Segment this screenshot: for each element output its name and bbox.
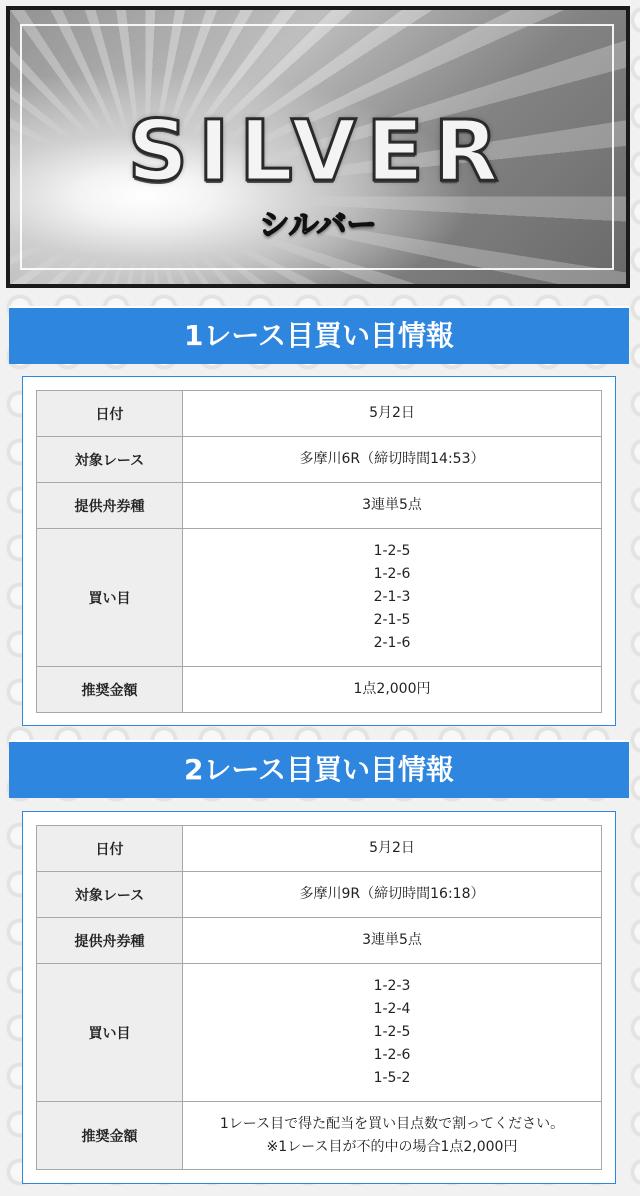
table-row-race (37, 872, 602, 918)
bet-type-label: 提供舟券種 (37, 918, 183, 964)
amount-note-line: ※1レース目が不的中の場合1点2,000円 (266, 1138, 518, 1155)
bet-combination: 1-2-4 (373, 1001, 411, 1017)
amount-line: 1レース目で得た配当を買い目点数で割ってください。 (219, 1115, 565, 1132)
bet-type-label: 提供舟券種 (37, 483, 183, 529)
table-row-bet-type (37, 483, 602, 529)
banner-subtitle: シルバー (259, 208, 377, 243)
table-row-bets (37, 529, 602, 667)
amount-label: 推奨金額 (37, 667, 183, 713)
date-label: 日付 (37, 391, 183, 437)
race1-section-header: 1レース目買い目情報 (9, 306, 629, 364)
bet-combination: 1-2-5 (373, 1024, 411, 1040)
table-row-date (37, 391, 602, 437)
silver-banner (6, 6, 630, 288)
race1-info-table (36, 390, 602, 713)
bet-combination: 1-2-6 (373, 1047, 411, 1063)
table-row-bets (37, 964, 602, 1102)
race2-section-header: 2レース目買い目情報 (9, 740, 629, 798)
bet-type-value: 3連単5点 (183, 483, 602, 529)
amount-value (183, 667, 602, 713)
race-label: 対象レース (37, 872, 183, 918)
bet-type-value: 3連単5点 (183, 918, 602, 964)
bets-value (183, 529, 602, 667)
bet-combination: 1-2-5 (373, 543, 411, 559)
bet-combination: 1-2-3 (373, 978, 411, 994)
date-value: 5月2日 (183, 826, 602, 872)
amount-label: 推奨金額 (37, 1102, 183, 1170)
bets-label: 買い目 (37, 964, 183, 1102)
amount-value (183, 1102, 602, 1170)
race-label: 対象レース (37, 437, 183, 483)
table-row-date (37, 826, 602, 872)
amount-line: 1点2,000円 (353, 681, 431, 697)
bet-combination: 2-1-5 (373, 612, 411, 628)
race-value: 多摩川6R（締切時間14:53） (183, 437, 602, 483)
table-row-bet-type (37, 918, 602, 964)
table-row-amount (37, 667, 602, 713)
date-value: 5月2日 (183, 391, 602, 437)
table-row-amount (37, 1102, 602, 1170)
race1-info-box (22, 376, 616, 726)
date-label: 日付 (37, 826, 183, 872)
race2-info-table (36, 825, 602, 1170)
bet-combination: 2-1-6 (373, 635, 411, 651)
bet-combination: 2-1-3 (373, 589, 411, 605)
bets-label: 買い目 (37, 529, 183, 667)
race-value: 多摩川9R（締切時間16:18） (183, 872, 602, 918)
table-row-race (37, 437, 602, 483)
banner-title: SILVER (127, 102, 509, 200)
bet-combination: 1-2-6 (373, 566, 411, 582)
bets-value (183, 964, 602, 1102)
banner-background (10, 10, 626, 284)
race2-info-box (22, 811, 616, 1184)
bet-combination: 1-5-2 (373, 1070, 411, 1086)
